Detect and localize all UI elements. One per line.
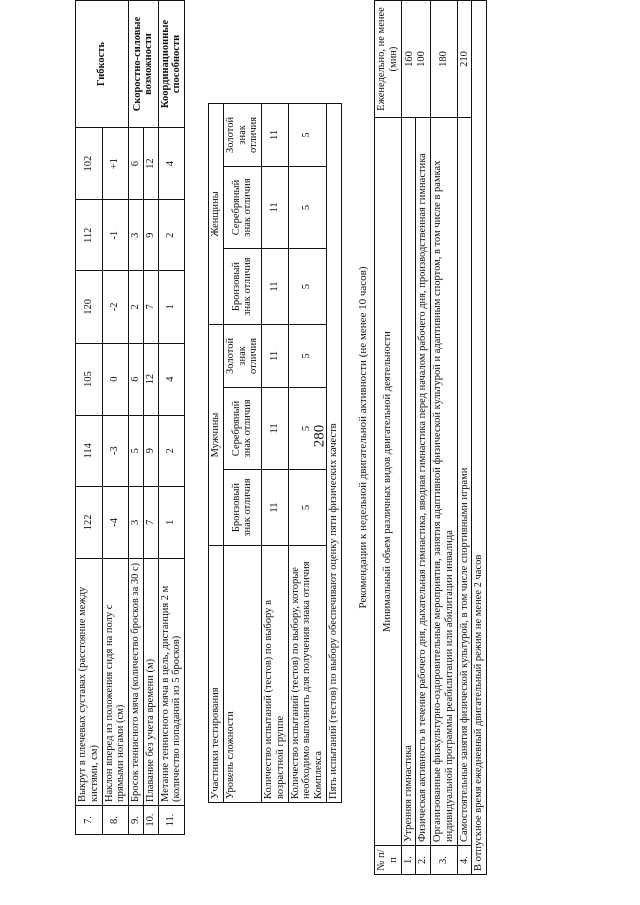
badge-header: Серебряный знак отличия	[223, 387, 261, 469]
cell: 3	[129, 200, 144, 271]
badge-header: Бронзовый знак отличия	[223, 470, 261, 546]
table-row	[416, 1, 431, 875]
table3-caption: Рекомендации к недельной двигательной активности (не менее 10 часов)	[357, 266, 369, 609]
cell: 112	[76, 200, 103, 271]
cell: -2	[102, 271, 129, 343]
row-activity: Организованные физкультурно-оздоровительные мероприятия, занятия адаптивной физической культурой и адаптивным спортом, в том числе в рамках индивидуальной программы реабилитации или абилитации инвалида	[431, 118, 458, 846]
cell: +1	[102, 128, 129, 200]
cell: 114	[76, 415, 103, 486]
cell: 1	[158, 271, 185, 343]
row-activity: Физическая активность в течение рабочего дня, дыхательная гимнастика, вводная гимнастика перед началом рабочего дня, производственная гимнастика	[416, 118, 431, 846]
cell: 1	[158, 486, 185, 558]
cell: 5	[129, 415, 144, 486]
cell: 12	[143, 128, 158, 200]
test-name: Плавание без учета времени (м)	[143, 559, 158, 806]
cell: 4	[158, 343, 185, 415]
row-num: 4.	[457, 846, 472, 875]
participants-table	[208, 103, 342, 803]
cell: 5	[288, 387, 326, 469]
minutes-value: 160	[404, 51, 415, 67]
cell: 2	[158, 415, 185, 486]
table-row	[288, 104, 326, 803]
cell: -4	[102, 486, 129, 558]
cell: 5	[288, 470, 326, 546]
minutes-value: 100	[415, 51, 427, 67]
row-num: 10.	[143, 806, 158, 835]
cell: 122	[76, 486, 103, 558]
cell: 102	[76, 128, 103, 200]
cell: 9	[143, 200, 158, 271]
cell: 0	[102, 343, 129, 415]
cell: 5	[288, 249, 326, 325]
cell: 11	[262, 325, 289, 388]
badge-header: Золотой знак отличия	[223, 325, 261, 388]
test-name: Бросок теннисного мяча (количество бросков за 30 с)	[129, 559, 144, 806]
cell: 11	[262, 249, 289, 325]
quality-label: Координационные способности	[158, 1, 185, 128]
row-label: Количество испытаний (тестов) по выбору, которые необходимо выполнить для получения знака отличия Комплекса	[288, 546, 326, 803]
cell: 11	[262, 387, 289, 469]
row-activity: Утренняя гимнастика	[401, 118, 416, 846]
table-row	[129, 1, 144, 835]
quality-label: Гибкость	[76, 1, 129, 128]
badge-header: Бронзовый знак отличия	[223, 249, 261, 325]
row-num: 9.	[129, 806, 144, 835]
activity-table	[374, 0, 487, 875]
col-num-header: № п/п	[375, 846, 402, 875]
table2-footer: Пять испытаний (тестов) по выбору обеспечивают оценку пяти физических качеств	[326, 104, 341, 803]
table-row	[262, 104, 289, 803]
women-header: Женщины	[209, 104, 224, 325]
cell: 3	[129, 486, 144, 558]
cell: -3	[102, 415, 129, 486]
cell: 5	[288, 325, 326, 388]
row-num: 11.	[158, 806, 185, 835]
cell: 120	[76, 271, 103, 343]
table-row	[401, 1, 416, 875]
col-weekly-header: Еженедельно, не менее (мин)	[375, 1, 402, 118]
table-row	[158, 1, 185, 835]
table-row	[76, 1, 103, 835]
col-activity-header: Минимальный объем различных видов двигательной деятельности	[375, 118, 402, 846]
row-num: 1.	[401, 846, 416, 875]
row-num: 7.	[76, 806, 103, 835]
cell: 6	[129, 128, 144, 200]
row-num: 2.	[416, 846, 431, 875]
cell: 12	[143, 343, 158, 415]
badge-header: Серебряный знак отличия	[223, 166, 261, 248]
cell: 105	[76, 343, 103, 415]
quality-label: Скоростно-силовые возможности	[129, 1, 159, 128]
cell: 5	[288, 104, 326, 167]
table-row	[457, 1, 472, 875]
table3-footer: В отпускное время ежедневный двигательный режим не менее 2 часов	[472, 1, 487, 875]
men-header: Мужчины	[209, 325, 224, 546]
table-row	[431, 1, 458, 875]
participants-label: Участники тестирования	[209, 546, 224, 803]
row-minutes: 210	[457, 1, 472, 118]
row-num: 8.	[102, 806, 129, 835]
cell: 6	[129, 343, 144, 415]
row-minutes: 180	[431, 1, 458, 118]
cell: 11	[262, 166, 289, 248]
badge-header: Золотой знак отличия	[223, 104, 261, 167]
cell: 11	[262, 470, 289, 546]
row-activity: Самостоятельные занятия физической культурой, в том числе спортивными играми	[457, 118, 472, 846]
cell: 2	[158, 200, 185, 271]
row-label: Количество испытаний (тестов) по выбору в возрастной группе	[262, 546, 289, 803]
row-minutes	[401, 1, 431, 118]
cell: 7	[143, 271, 158, 343]
cell: 7	[143, 486, 158, 558]
cell: 2	[129, 271, 144, 343]
cell: 9	[143, 415, 158, 486]
test-name: Наклон вперед из положения сидя на полу с прямыми ногами (см)	[102, 559, 129, 806]
norms-table	[75, 0, 185, 835]
difficulty-label: Уровень сложности	[223, 546, 261, 803]
test-name: Выкрут в плечевых суставах (расстояние между кистями, см)	[76, 559, 103, 806]
cell: 5	[288, 166, 326, 248]
cell: -1	[102, 200, 129, 271]
cell: 11	[262, 104, 289, 167]
test-name: Метание теннисного мяча в цель, дистанция 2 м (количество попаданий из 5 бросков)	[158, 559, 185, 806]
cell: 4	[158, 128, 185, 200]
page-number: 280	[311, 424, 328, 448]
row-num: 3.	[431, 846, 458, 875]
